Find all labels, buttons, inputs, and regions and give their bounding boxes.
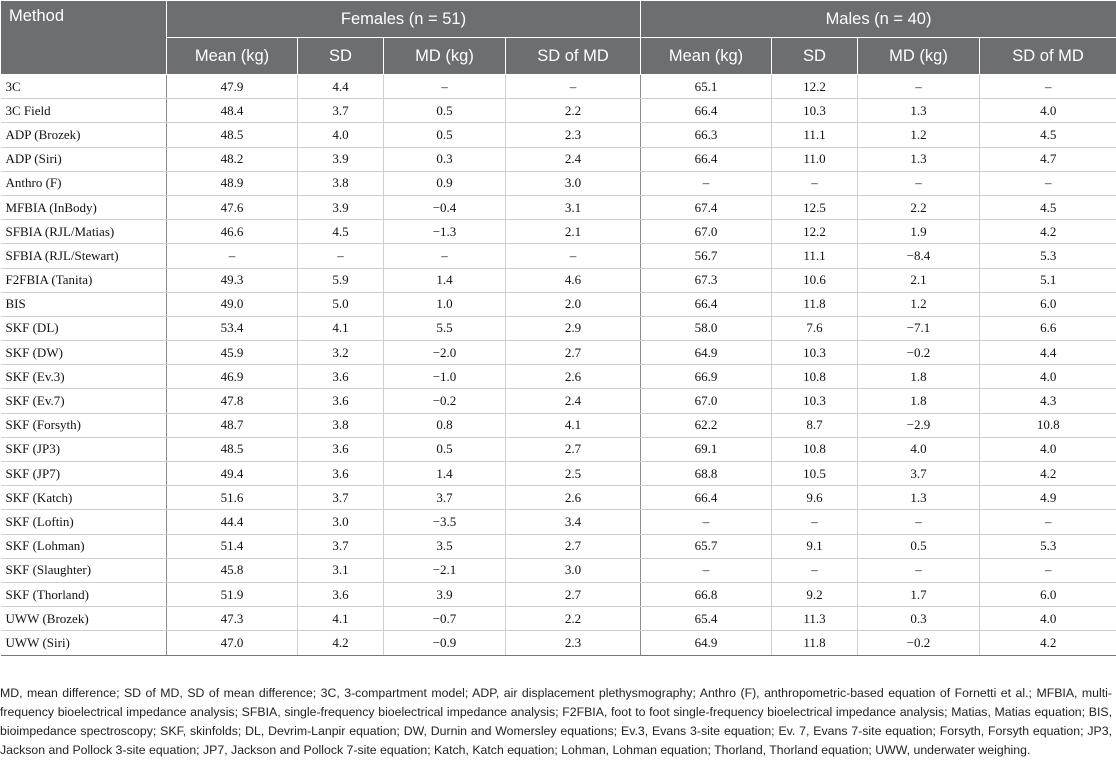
value-cell: −0.4 — [384, 195, 506, 219]
method-cell: UWW (Siri) — [1, 631, 167, 655]
table-body — [1, 75, 1116, 656]
value-cell: – — [858, 171, 980, 195]
value-cell: 62.2 — [641, 413, 772, 437]
method-cell: SFBIA (RJL/Matias) — [1, 220, 167, 244]
value-cell: 2.9 — [506, 316, 641, 340]
value-cell: – — [772, 171, 858, 195]
value-cell: – — [858, 510, 980, 534]
value-cell: 6.6 — [980, 316, 1116, 340]
method-cell: MFBIA (InBody) — [1, 195, 167, 219]
value-cell: 9.6 — [772, 486, 858, 510]
value-cell: 3.9 — [298, 147, 384, 171]
value-cell: 3.7 — [298, 99, 384, 123]
value-cell: −1.0 — [384, 365, 506, 389]
table-row — [1, 534, 1116, 558]
value-cell: 48.7 — [167, 413, 298, 437]
column-header: Mean (kg) — [641, 38, 772, 75]
table-row — [1, 582, 1116, 606]
value-cell: 45.8 — [167, 558, 298, 582]
method-cell: SKF (Katch) — [1, 486, 167, 510]
value-cell: 3.7 — [298, 486, 384, 510]
method-cell: SFBIA (RJL/Stewart) — [1, 244, 167, 268]
value-cell: 11.8 — [772, 631, 858, 655]
table-row — [1, 220, 1116, 244]
table-row — [1, 510, 1116, 534]
value-cell: 2.2 — [506, 99, 641, 123]
value-cell: 4.5 — [298, 220, 384, 244]
column-header: SD — [298, 38, 384, 75]
value-cell: 1.4 — [384, 268, 506, 292]
value-cell: −0.2 — [858, 341, 980, 365]
value-cell: 49.4 — [167, 462, 298, 486]
value-cell: 3.0 — [298, 510, 384, 534]
value-cell: 58.0 — [641, 316, 772, 340]
value-cell: 2.6 — [506, 365, 641, 389]
value-cell: 49.3 — [167, 268, 298, 292]
value-cell: 47.3 — [167, 607, 298, 631]
value-cell: 12.2 — [772, 220, 858, 244]
value-cell: 3.5 — [384, 534, 506, 558]
value-cell: −2.9 — [858, 413, 980, 437]
value-cell: 2.7 — [506, 437, 641, 461]
method-cell: SKF (DL) — [1, 316, 167, 340]
value-cell: 48.2 — [167, 147, 298, 171]
value-cell: – — [980, 75, 1116, 99]
value-cell: 3.1 — [506, 195, 641, 219]
table-footnote: MD, mean difference; SD of MD, SD of mean difference; 3C, 3-compartment model; ADP, air displacement plethysmography; Anthro (F), anthropometric-based equation of Fornetti et al.; MFBIA, multi-frequency bioelectrical impedance analysis; SFBIA, single-frequency bioelectrical impedance analysis; F2FBIA, foot to foot single-frequency bioelectrical impedance analysis; Matias, Matias equation; BIS, bioimpedance spectroscopy; SKF, skinfolds; DL, Devrim-Lanpir equation; DW, Durnin and Womersley equations; Ev.3, Evans 3-site equation; Ev. 7, Evans 7-site equation; Forsyth, Forsyth equation; JP3, Jackson and Pollock 3-site equation; JP7, Jackson and Pollock 7-site equation; Katch, Katch equation; Lohman, Lohman equation; Thorland, Thorland equation; UWW, underwater weighing. — [0, 686, 1112, 757]
value-cell: 3.0 — [506, 171, 641, 195]
value-cell: 0.3 — [858, 607, 980, 631]
value-cell: 48.9 — [167, 171, 298, 195]
method-cell: SKF (DW) — [1, 341, 167, 365]
value-cell: 1.2 — [858, 292, 980, 316]
table-row — [1, 437, 1116, 461]
method-cell: F2FBIA (Tanita) — [1, 268, 167, 292]
value-cell: 3.6 — [298, 389, 384, 413]
table-row — [1, 413, 1116, 437]
method-cell: SKF (Thorland) — [1, 582, 167, 606]
value-cell: 66.4 — [641, 292, 772, 316]
value-cell: – — [298, 244, 384, 268]
value-cell: 3.6 — [298, 462, 384, 486]
value-cell: – — [506, 244, 641, 268]
value-cell: 46.9 — [167, 365, 298, 389]
method-cell: SKF (Ev.7) — [1, 389, 167, 413]
value-cell: 4.0 — [980, 365, 1116, 389]
value-cell: 64.9 — [641, 631, 772, 655]
value-cell: 4.3 — [980, 389, 1116, 413]
value-cell: 10.8 — [772, 365, 858, 389]
value-cell: 2.7 — [506, 582, 641, 606]
table-row — [1, 389, 1116, 413]
value-cell: – — [384, 244, 506, 268]
value-cell: 4.0 — [858, 437, 980, 461]
value-cell: 4.4 — [980, 341, 1116, 365]
method-cell: 3C Field — [1, 99, 167, 123]
value-cell: 3.9 — [298, 195, 384, 219]
value-cell: 1.3 — [858, 99, 980, 123]
value-cell: 4.1 — [506, 413, 641, 437]
value-cell: 12.2 — [772, 75, 858, 99]
value-cell: 4.0 — [980, 607, 1116, 631]
value-cell: 4.2 — [298, 631, 384, 655]
value-cell: 2.7 — [506, 341, 641, 365]
value-cell: 3.4 — [506, 510, 641, 534]
value-cell: −0.7 — [384, 607, 506, 631]
table-row — [1, 365, 1116, 389]
value-cell: 49.0 — [167, 292, 298, 316]
value-cell: 46.6 — [167, 220, 298, 244]
value-cell: 47.0 — [167, 631, 298, 655]
value-cell: 66.3 — [641, 123, 772, 147]
value-cell: 5.9 — [298, 268, 384, 292]
females-header: Females (n = 51) — [167, 1, 641, 38]
value-cell: 4.0 — [298, 123, 384, 147]
value-cell: 11.1 — [772, 123, 858, 147]
value-cell: 3.8 — [298, 171, 384, 195]
value-cell: 64.9 — [641, 341, 772, 365]
value-cell: 53.4 — [167, 316, 298, 340]
value-cell: 4.2 — [980, 462, 1116, 486]
value-cell: −8.4 — [858, 244, 980, 268]
value-cell: 51.6 — [167, 486, 298, 510]
value-cell: – — [980, 558, 1116, 582]
table-row — [1, 607, 1116, 631]
value-cell: – — [506, 75, 641, 99]
table-row — [1, 244, 1116, 268]
value-cell: – — [384, 75, 506, 99]
value-cell: – — [980, 510, 1116, 534]
value-cell: 4.1 — [298, 316, 384, 340]
table-row — [1, 558, 1116, 582]
value-cell: 1.3 — [858, 486, 980, 510]
table-row — [1, 195, 1116, 219]
value-cell: 67.3 — [641, 268, 772, 292]
value-cell: 66.8 — [641, 582, 772, 606]
value-cell: 0.5 — [384, 123, 506, 147]
method-cell: SKF (JP3) — [1, 437, 167, 461]
value-cell: 66.4 — [641, 147, 772, 171]
table-row — [1, 147, 1116, 171]
value-cell: 5.1 — [980, 268, 1116, 292]
method-cell: ADP (Siri) — [1, 147, 167, 171]
value-cell: −2.1 — [384, 558, 506, 582]
value-cell: 10.8 — [980, 413, 1116, 437]
value-cell: – — [167, 244, 298, 268]
value-cell: 6.0 — [980, 582, 1116, 606]
value-cell: – — [980, 171, 1116, 195]
value-cell: 3.2 — [298, 341, 384, 365]
value-cell: 3.7 — [298, 534, 384, 558]
value-cell: 0.5 — [384, 437, 506, 461]
value-cell: 4.7 — [980, 147, 1116, 171]
value-cell: 4.0 — [980, 437, 1116, 461]
method-cell: SKF (Slaughter) — [1, 558, 167, 582]
value-cell: 56.7 — [641, 244, 772, 268]
table-row — [1, 341, 1116, 365]
value-cell: 3.0 — [506, 558, 641, 582]
value-cell: 67.4 — [641, 195, 772, 219]
value-cell: 2.0 — [506, 292, 641, 316]
value-cell: 65.7 — [641, 534, 772, 558]
value-cell: 66.4 — [641, 99, 772, 123]
value-cell: 1.3 — [858, 147, 980, 171]
table-row — [1, 462, 1116, 486]
table-row — [1, 99, 1116, 123]
value-cell: 0.8 — [384, 413, 506, 437]
value-cell: 3.6 — [298, 582, 384, 606]
value-cell: −7.1 — [858, 316, 980, 340]
value-cell: 4.4 — [298, 75, 384, 99]
header-row-columns — [1, 38, 1116, 75]
method-cell: SKF (Ev.3) — [1, 365, 167, 389]
table-row — [1, 268, 1116, 292]
value-cell: 4.5 — [980, 123, 1116, 147]
value-cell: 4.9 — [980, 486, 1116, 510]
value-cell: – — [772, 558, 858, 582]
value-cell: 1.8 — [858, 389, 980, 413]
value-cell: 2.6 — [506, 486, 641, 510]
value-cell: 66.4 — [641, 486, 772, 510]
column-header: Mean (kg) — [167, 38, 298, 75]
value-cell: 5.0 — [298, 292, 384, 316]
value-cell: 5.3 — [980, 534, 1116, 558]
value-cell: 67.0 — [641, 389, 772, 413]
value-cell: 0.3 — [384, 147, 506, 171]
value-cell: 3.6 — [298, 437, 384, 461]
males-header: Males (n = 40) — [641, 1, 1116, 38]
value-cell: 9.1 — [772, 534, 858, 558]
value-cell: 11.0 — [772, 147, 858, 171]
method-cell: ADP (Brozek) — [1, 123, 167, 147]
value-cell: 4.6 — [506, 268, 641, 292]
value-cell: 69.1 — [641, 437, 772, 461]
value-cell: 9.2 — [772, 582, 858, 606]
method-cell: SKF (Loftin) — [1, 510, 167, 534]
method-header: Method — [1, 1, 167, 75]
value-cell: 4.2 — [980, 631, 1116, 655]
value-cell: −1.3 — [384, 220, 506, 244]
column-header: MD (kg) — [384, 38, 506, 75]
value-cell: – — [641, 171, 772, 195]
table-row — [1, 631, 1116, 655]
value-cell: 4.5 — [980, 195, 1116, 219]
value-cell: 12.5 — [772, 195, 858, 219]
value-cell: 7.6 — [772, 316, 858, 340]
value-cell: 11.3 — [772, 607, 858, 631]
value-cell: 5.3 — [980, 244, 1116, 268]
method-cell: BIS — [1, 292, 167, 316]
value-cell: 1.7 — [858, 582, 980, 606]
column-header: SD of MD — [980, 38, 1116, 75]
value-cell: 2.4 — [506, 147, 641, 171]
value-cell: 44.4 — [167, 510, 298, 534]
method-cell: Anthro (F) — [1, 171, 167, 195]
table-row — [1, 316, 1116, 340]
value-cell: 48.5 — [167, 123, 298, 147]
table-row — [1, 123, 1116, 147]
column-header: MD (kg) — [858, 38, 980, 75]
value-cell: 10.6 — [772, 268, 858, 292]
value-cell: 2.4 — [506, 389, 641, 413]
value-cell: – — [641, 558, 772, 582]
method-cell: SKF (Forsyth) — [1, 413, 167, 437]
value-cell: −3.5 — [384, 510, 506, 534]
value-cell: 68.8 — [641, 462, 772, 486]
value-cell: 0.9 — [384, 171, 506, 195]
table-row — [1, 75, 1116, 99]
value-cell: 2.2 — [858, 195, 980, 219]
value-cell: 48.4 — [167, 99, 298, 123]
value-cell: 47.6 — [167, 195, 298, 219]
header-row-groups — [1, 1, 1116, 38]
method-cell: 3C — [1, 75, 167, 99]
value-cell: 0.5 — [858, 534, 980, 558]
value-cell: −2.0 — [384, 341, 506, 365]
value-cell: −0.2 — [384, 389, 506, 413]
value-cell: 2.7 — [506, 534, 641, 558]
value-cell: 2.1 — [858, 268, 980, 292]
value-cell: – — [641, 510, 772, 534]
column-header: SD of MD — [506, 38, 641, 75]
value-cell: – — [858, 75, 980, 99]
value-cell: 1.8 — [858, 365, 980, 389]
value-cell: −0.9 — [384, 631, 506, 655]
value-cell: 3.6 — [298, 365, 384, 389]
value-cell: −0.2 — [858, 631, 980, 655]
value-cell: 0.5 — [384, 99, 506, 123]
value-cell: – — [858, 558, 980, 582]
value-cell: 4.0 — [980, 99, 1116, 123]
method-cell: UWW (Brozek) — [1, 607, 167, 631]
value-cell: 3.7 — [858, 462, 980, 486]
value-cell: 2.1 — [506, 220, 641, 244]
table-row — [1, 171, 1116, 195]
table-row — [1, 486, 1116, 510]
value-cell: 2.2 — [506, 607, 641, 631]
value-cell: 1.0 — [384, 292, 506, 316]
value-cell: 10.5 — [772, 462, 858, 486]
value-cell: 1.2 — [858, 123, 980, 147]
value-cell: 1.9 — [858, 220, 980, 244]
table-row — [1, 292, 1116, 316]
value-cell: 4.1 — [298, 607, 384, 631]
value-cell: 11.1 — [772, 244, 858, 268]
value-cell: 65.4 — [641, 607, 772, 631]
value-cell: 11.8 — [772, 292, 858, 316]
value-cell: 3.9 — [384, 582, 506, 606]
value-cell: 4.2 — [980, 220, 1116, 244]
value-cell: 10.8 — [772, 437, 858, 461]
value-cell: 51.9 — [167, 582, 298, 606]
value-cell: 10.3 — [772, 389, 858, 413]
value-cell: 51.4 — [167, 534, 298, 558]
column-header: SD — [772, 38, 858, 75]
value-cell: 10.3 — [772, 341, 858, 365]
value-cell: 45.9 — [167, 341, 298, 365]
value-cell: 3.7 — [384, 486, 506, 510]
value-cell: 67.0 — [641, 220, 772, 244]
method-cell: SKF (Lohman) — [1, 534, 167, 558]
value-cell: 47.8 — [167, 389, 298, 413]
value-cell: 3.1 — [298, 558, 384, 582]
value-cell: 8.7 — [772, 413, 858, 437]
value-cell: – — [772, 510, 858, 534]
method-cell: SKF (JP7) — [1, 462, 167, 486]
value-cell: 66.9 — [641, 365, 772, 389]
value-cell: 2.5 — [506, 462, 641, 486]
value-cell: 5.5 — [384, 316, 506, 340]
value-cell: 48.5 — [167, 437, 298, 461]
value-cell: 2.3 — [506, 631, 641, 655]
value-cell: 47.9 — [167, 75, 298, 99]
value-cell: 1.4 — [384, 462, 506, 486]
value-cell: 65.1 — [641, 75, 772, 99]
value-cell: 3.8 — [298, 413, 384, 437]
value-cell: 2.3 — [506, 123, 641, 147]
value-cell: 6.0 — [980, 292, 1116, 316]
value-cell: 10.3 — [772, 99, 858, 123]
